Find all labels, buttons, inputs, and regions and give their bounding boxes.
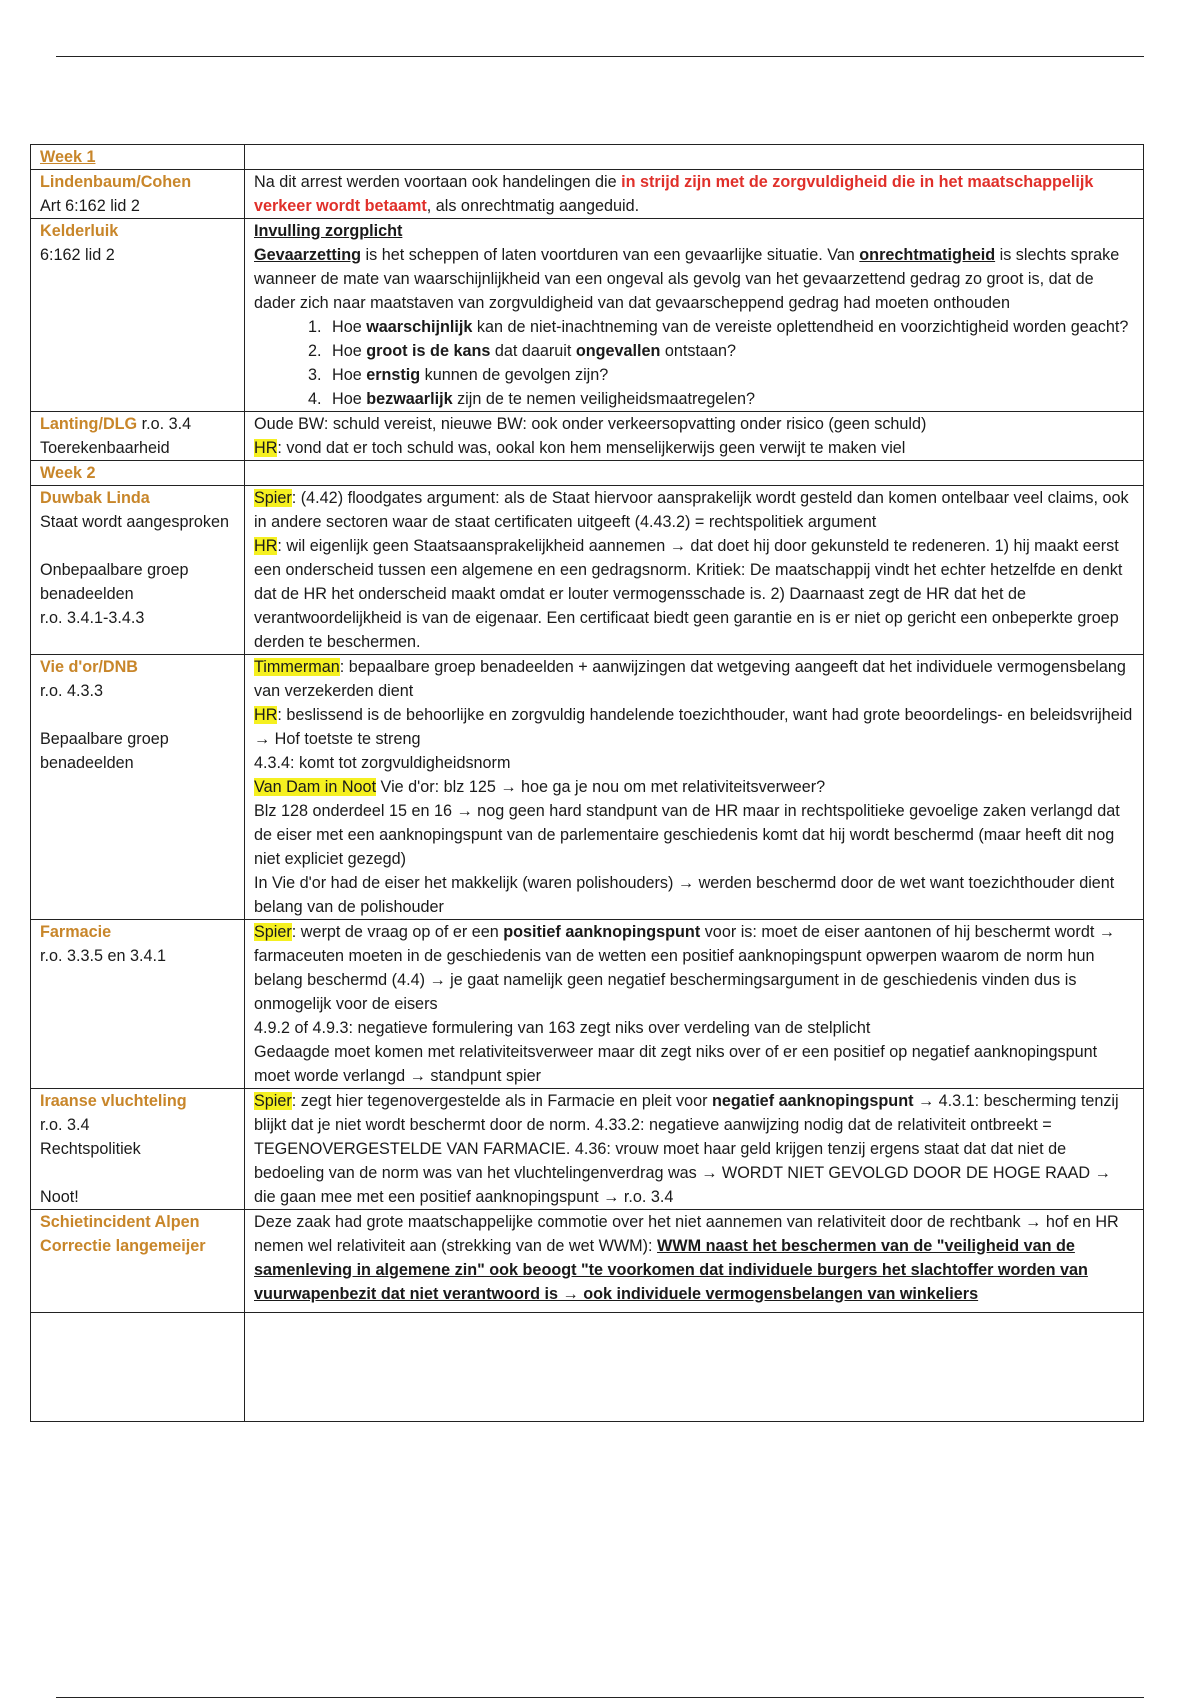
week-1-empty-cell bbox=[245, 145, 1144, 170]
case-note: Staat wordt aangesproken bbox=[40, 513, 229, 531]
farmacie-label-cell bbox=[31, 920, 245, 1089]
week-2-heading: Week 2 bbox=[40, 464, 96, 482]
note-text: Oude BW: schuld vereist, nieuwe BW: ook onder verkeersopvatting onder risico (geen schuld) bbox=[254, 415, 927, 433]
table-row-empty bbox=[31, 1313, 1144, 1422]
highlight-van-dam: Van Dam in Noot bbox=[254, 778, 377, 796]
case-notes-table bbox=[30, 144, 1144, 1422]
note-text: Gedaagde moet komen met relativiteitsverweer maar dit zegt niks over of er een positief op negatief aanknopingspunt moet worde verlangd → standpunt spier bbox=[254, 1043, 1098, 1085]
case-title-vie-dor: Vie d'or/DNB bbox=[40, 658, 138, 676]
case-article: Art 6:162 lid 2 bbox=[40, 197, 140, 215]
note-text: In Vie d'or had de eiser het makkelijk (waren polishouders) → werden beschermd door de wet want toezichthouder dient belang van de polishouder bbox=[254, 874, 1115, 916]
note-text: Na dit arrest werden voortaan ook handelingen die bbox=[254, 173, 622, 191]
case-note: Noot! bbox=[40, 1188, 79, 1206]
table-row-lanting bbox=[31, 412, 1144, 461]
week-2-empty-cell bbox=[245, 461, 1144, 486]
list-item: 2. Hoe groot is de kans dat daaruit ongevallen ontstaan? bbox=[326, 339, 1136, 363]
duwbak-notes-cell bbox=[245, 486, 1144, 655]
highlight-spier: Spier bbox=[254, 1092, 292, 1110]
lanting-notes-cell bbox=[245, 412, 1144, 461]
note-text: : (4.42) floodgates argument: als de Staat hiervoor aansprakelijk wordt gesteld dan komen ontelbaar veel claims, ook in andere sectoren waar de staat certificaten uitgeeft (4.43.2) = rechtspolitiek argument bbox=[254, 489, 1129, 531]
case-ro: r.o. 4.3.3 bbox=[40, 682, 103, 700]
highlight-hr: HR bbox=[254, 439, 278, 457]
highlighted-red-text: in strijd zijn met de zorgvuldigheid die in het maatschappelijk verkeer wordt betaamt bbox=[254, 173, 1094, 215]
case-title-lanting: Lanting/DLG bbox=[40, 415, 138, 433]
note-text: is slechts sprake wanneer de mate van waarschijnlijkheid van een ongeval als gevolg van het gevaarzettend gedrag zo groot is, dat de dader zich naar maatstaven van zorgvuldigheid van dat gevaarscheppend gedrag had moeten onthouden bbox=[254, 246, 1120, 312]
highlight-timmerman: Timmerman bbox=[254, 658, 340, 676]
week-1-label-cell bbox=[31, 145, 245, 170]
farmacie-notes-cell: Spier: werpt de vraag op of er een positief aanknopingspunt voor is: moet de eiser aantonen of hij beschermt wordt → farmaceuten moeten in de geschiedenis van de wetten een positief aanknopingspunt opwerpen waarom de norm hun belang beschermd (4.4) → je gaat namelijk geen negatief beschermingsargument in de geschiedenis vinden dus is onmogelijk voor de eisers 4.9.2 of 4.9.3: negatieve formulering van 163 zegt niks over verdeling van de stelplicht Gedaagde moet komen met relativiteitsverweer maar dit zegt niks over of er een positief op negatief aanknopingspunt moet worde verlangd → standpunt spier bbox=[245, 920, 1144, 1089]
table-row-week-1 bbox=[31, 145, 1144, 170]
criteria-list bbox=[254, 315, 1136, 411]
highlight-spier: Spier bbox=[254, 489, 292, 507]
list-item: 4. Hoe bezwaarlijk zijn de te nemen veiligheidsmaatregelen? bbox=[326, 387, 1136, 411]
kelderluik-label-cell bbox=[31, 219, 245, 412]
list-item: 1. Hoe waarschijnlijk kan de niet-inachtneming van de vereiste oplettendheid en voorzichtigheid worden geacht? bbox=[326, 315, 1136, 339]
schietincident-label-cell bbox=[31, 1210, 245, 1313]
case-ro: r.o. 3.4 bbox=[40, 1116, 90, 1134]
highlight-hr: HR bbox=[254, 706, 278, 724]
iraanse-notes-cell: Spier: zegt hier tegenovergestelde als in Farmacie en pleit voor negatief aanknopingspunt → 4.3.1: bescherming tenzij blijkt dat je niet wordt beschermt door de norm. 4.33.2: negatieve aanwijzing nodig dat de relativiteit ontbreekt = TEGENOVERGESTELDE VAN FARMACIE. 4.36: vrouw moet haar geld krijgen tenzij ergens staat dat dat niet de bedoeling van de norm was van het vluchtelingenverdrag was → WORDT NIET GEVOLGD DOOR DE HOGE RAAD → die gaan mee met een positief aanknopingspunt → r.o. 3.4 bbox=[245, 1089, 1144, 1210]
table-row-schietincident bbox=[31, 1210, 1144, 1313]
table-row-week-2 bbox=[31, 461, 1144, 486]
term-bold: positief aanknopingspunt bbox=[503, 923, 701, 941]
table-row-farmacie bbox=[31, 920, 1144, 1089]
table-row-vie-dor bbox=[31, 655, 1144, 920]
case-topic: Toerekenbaarheid bbox=[40, 439, 170, 457]
vie-dor-notes-cell bbox=[245, 655, 1144, 920]
table-row-kelderluik bbox=[31, 219, 1144, 412]
iraanse-label-cell bbox=[31, 1089, 245, 1210]
case-ro: r.o. 3.4 bbox=[137, 415, 192, 433]
case-title-kelderluik: Kelderluik bbox=[40, 222, 119, 240]
case-article: 6:162 lid 2 bbox=[40, 246, 115, 264]
note-text: is het scheppen of laten voortduren van een gevaarlijke situatie. Van bbox=[361, 246, 860, 264]
schietincident-notes-cell bbox=[245, 1210, 1144, 1313]
note-text: : wil eigenlijk geen Staatsaansprakelijkheid aannemen → dat doet hij door gekunsteld te redeneren. 1) hij maakt eerst een onderscheid tussen een algemene en een gedragsnorm. Kritiek: De maatschappij vindt het echter hetzelfde en denkt dat de HR het onderscheid maakt omdat er louter vermogensschade is. 2) Daarnaast zegt de HR dat het de verantwoordelijkheid is van de eigenaar. Een certificaat biedt geen garantie en is er niet op gericht een onbeperkte groep derden te beschermen. bbox=[254, 537, 1123, 651]
note-text: : beslissend is de behoorlijke en zorgvuldig handelende toezichthouder, want had grote beoordelings- en beleidsvrijheid → Hof toetste te streng bbox=[254, 706, 1133, 748]
table-row-duwbak bbox=[31, 486, 1144, 655]
term-bold: Gevaarzetting bbox=[254, 246, 362, 264]
lindenbaum-label-cell bbox=[31, 170, 245, 219]
note-text: : bepaalbare groep benadeelden + aanwijzingen dat wetgeving aangeeft dat het individuele vermogensbelang van verzekerden dient bbox=[254, 658, 1126, 700]
note-text: : vond dat er toch schuld was, ookal kon hem menselijkerwijs geen verwijt te maken viel bbox=[277, 439, 906, 457]
lindenbaum-notes-cell bbox=[245, 170, 1144, 219]
vie-dor-label-cell bbox=[31, 655, 245, 920]
case-title-duwbak: Duwbak Linda bbox=[40, 489, 150, 507]
week-2-label-cell bbox=[31, 461, 245, 486]
section-heading: Invulling zorgplicht bbox=[254, 222, 403, 240]
case-note: Onbepaalbare groep benadeelden bbox=[40, 561, 189, 603]
underlined-bold-text: WWM naast het beschermen van de "veiligheid van de samenleving in algemene zin" ook beoogt "te voorkomen dat individuele burgers het slachtoffer worden van vuurwapenbezit dat niet verantwoord is → ook individuele vermogensbelangen van winkeliers bbox=[254, 1237, 1088, 1303]
table-row-iraanse-vluchteling bbox=[31, 1089, 1144, 1210]
lanting-label-cell bbox=[31, 412, 245, 461]
list-item: 3. Hoe ernstig kunnen de gevolgen zijn? bbox=[326, 363, 1136, 387]
empty-cell-left bbox=[31, 1313, 245, 1422]
case-title-lindenbaum: Lindenbaum/Cohen bbox=[40, 173, 192, 191]
note-text: Deze zaak had grote maatschappelijke commotie over het niet aannemen van relativiteit door de rechtbank → hof en HR nemen wel relativiteit aan (strekking van de wet WWM): bbox=[254, 1213, 1119, 1255]
highlight-spier: Spier bbox=[254, 923, 292, 941]
footer-rule bbox=[56, 1697, 1144, 1698]
empty-cell-right bbox=[245, 1313, 1144, 1422]
note-text: 4.9.2 of 4.9.3: negatieve formulering van 163 zegt niks over verdeling van de stelplicht bbox=[254, 1019, 871, 1037]
note-text: Vie d'or: blz 125 → hoe ga je nou om met relativiteitsverweer? bbox=[376, 778, 826, 796]
case-title-schietincident: Schietincident Alpen bbox=[40, 1213, 200, 1231]
term-bold: negatief aanknopingspunt bbox=[712, 1092, 914, 1110]
duwbak-label-cell bbox=[31, 486, 245, 655]
case-title-correctie: Correctie langemeijer bbox=[40, 1237, 206, 1255]
case-note: Bepaalbare groep benadeelden bbox=[40, 730, 169, 772]
case-title-farmacie: Farmacie bbox=[40, 923, 112, 941]
highlight-hr: HR bbox=[254, 537, 278, 555]
case-title-iraanse-vluchteling: Iraanse vluchteling bbox=[40, 1092, 187, 1110]
kelderluik-notes-cell bbox=[245, 219, 1144, 412]
case-note: Rechtspolitiek bbox=[40, 1140, 141, 1158]
note-text: , als onrechtmatig aangeduid. bbox=[426, 197, 640, 215]
week-1-heading: Week 1 bbox=[40, 148, 96, 166]
table-row-lindenbaum bbox=[31, 170, 1144, 219]
note-text: Blz 128 onderdeel 15 en 16 → nog geen hard standpunt van de HR maar in rechtspolitieke gevoelige zaken verlangd dat de eiser met een aanknopingspunt van de parlementaire geschiedenis komt dat hij wordt beschermd (maar heeft dit nog niet expliciet gezegd) bbox=[254, 802, 1120, 868]
header-rule bbox=[56, 56, 1144, 57]
note-text: 4.3.4: komt tot zorgvuldigheidsnorm bbox=[254, 754, 511, 772]
term-bold: onrechtmatigheid bbox=[859, 246, 996, 264]
case-ro: r.o. 3.3.5 en 3.4.1 bbox=[40, 947, 166, 965]
case-ro: r.o. 3.4.1-3.4.3 bbox=[40, 609, 145, 627]
